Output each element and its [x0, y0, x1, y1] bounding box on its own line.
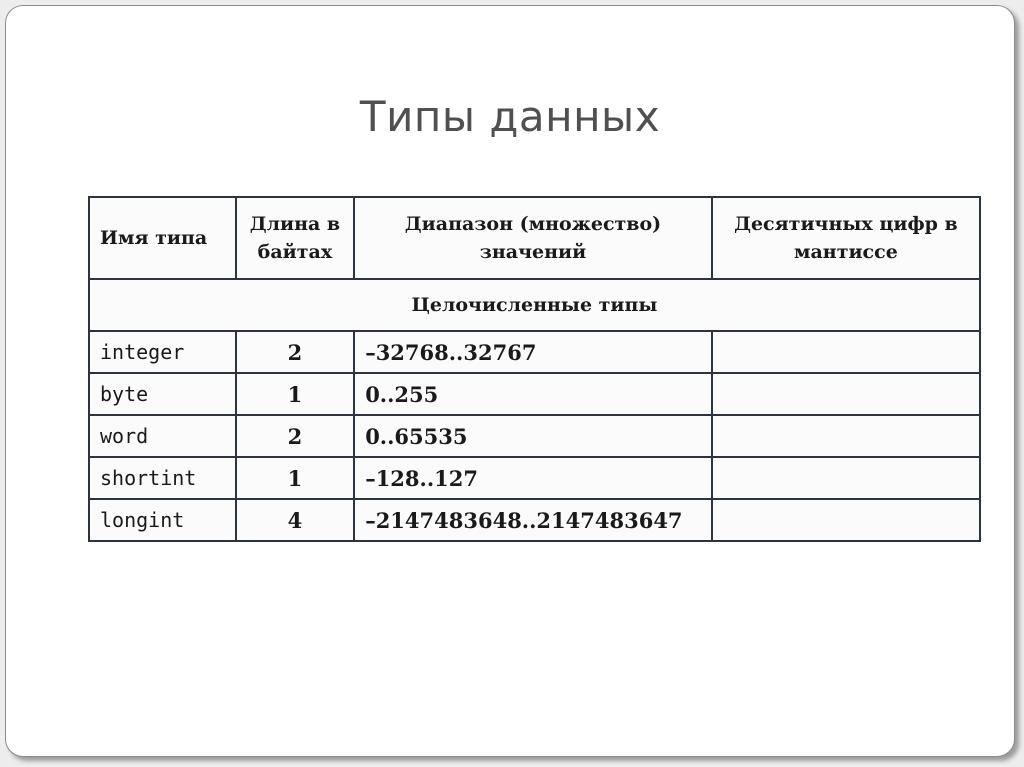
header-type-name: Имя типа	[89, 197, 236, 279]
cell-length: 1	[236, 373, 355, 415]
slide-frame	[5, 5, 1015, 757]
cell-range: –32768..32767	[354, 331, 712, 373]
cell-type-name: shortint	[89, 457, 236, 499]
cell-length: 2	[236, 331, 355, 373]
cell-range: –2147483648..2147483647	[354, 499, 712, 541]
table-row	[89, 457, 980, 499]
header-value-range: Диапазон (множество) значений	[354, 197, 712, 279]
cell-type-name: longint	[89, 499, 236, 541]
cell-type-name: byte	[89, 373, 236, 415]
table-header-row	[89, 197, 980, 279]
cell-digits	[712, 499, 980, 541]
data-types-table	[88, 196, 981, 542]
cell-digits	[712, 331, 980, 373]
cell-range: 0..255	[354, 373, 712, 415]
cell-digits	[712, 457, 980, 499]
cell-range: 0..65535	[354, 415, 712, 457]
cell-digits	[712, 415, 980, 457]
header-mantissa-digits: Десятичных цифр в мантиссе	[712, 197, 980, 279]
data-types-table-container	[88, 196, 981, 542]
slide-title: Типы данных	[359, 92, 661, 141]
cell-digits	[712, 373, 980, 415]
cell-length: 4	[236, 499, 355, 541]
cell-type-name: word	[89, 415, 236, 457]
table-row	[89, 499, 980, 541]
table-row	[89, 415, 980, 457]
section-integer-types: Целочисленные типы	[89, 279, 980, 331]
cell-range: –128..127	[354, 457, 712, 499]
table-row	[89, 373, 980, 415]
cell-length: 2	[236, 415, 355, 457]
table-row	[89, 331, 980, 373]
table-section-row	[89, 279, 980, 331]
cell-type-name: integer	[89, 331, 236, 373]
header-length-bytes: Длина в байтах	[236, 197, 355, 279]
cell-length: 1	[236, 457, 355, 499]
